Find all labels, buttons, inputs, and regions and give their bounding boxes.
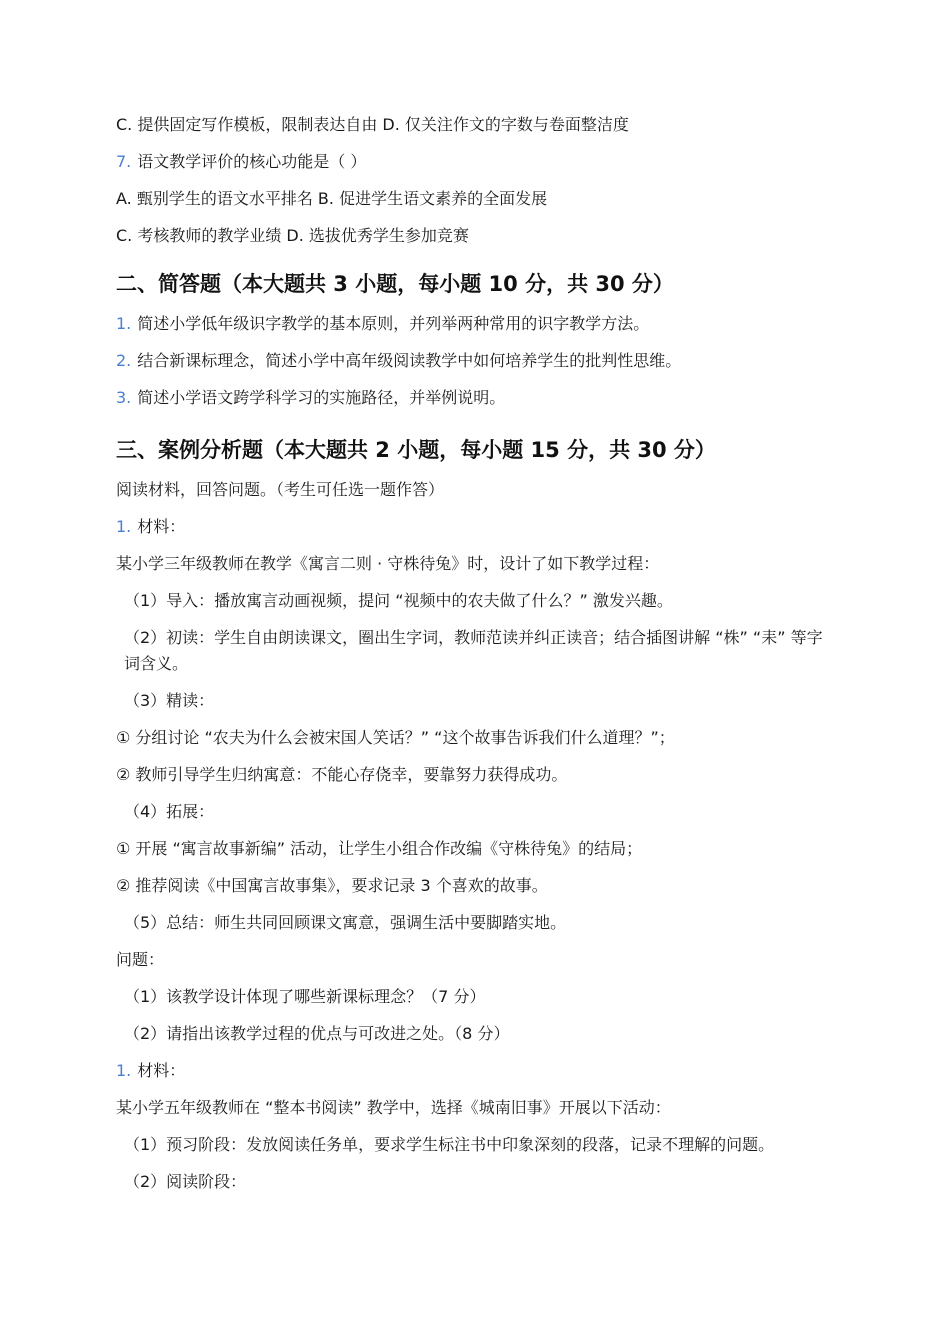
case1-line: （3）精读： (124, 691, 215, 710)
case2-line: （2）阅读阶段： (124, 1172, 247, 1191)
case1-line: ② 推荐阅读《中国寓言故事集》，要求记录 3 个喜欢的故事。 (116, 876, 548, 895)
case1-line: 问题： (116, 950, 165, 969)
case2-label-text: 材料： (137, 1061, 186, 1080)
case1-label-text: 材料： (137, 517, 186, 536)
short-answer-q3 (116, 385, 836, 411)
q7-number: 7. (116, 152, 132, 171)
case2-line: （1）预习阶段：发放阅读任务单，要求学生标注书中印象深刻的段落，记录不理解的问题。 (124, 1135, 775, 1154)
case2-label (116, 1058, 836, 1084)
q7-options-cd: C. 考核教师的教学业绩 D. 选拔优秀学生参加竞赛 (116, 226, 469, 245)
case-intro: 阅读材料，回答问题。（考生可任选一题作答） (116, 480, 445, 499)
short-answer-q1-text: 简述小学低年级识字教学的基本原则，并列举两种常用的识字教学方法。 (137, 314, 650, 333)
q7-options-ab: A. 甄别学生的语文水平排名 B. 促进学生语文素养的全面发展 (116, 189, 548, 208)
short-answer-q3-text: 简述小学语文跨学科学习的实施路径，并举例说明。 (137, 388, 506, 407)
short-answer-q2-number: 2. (116, 351, 132, 370)
case2-number: 1. (116, 1061, 132, 1080)
q6-options-cd: C. 提供固定写作模板，限制表达自由 D. 仅关注作文的字数与卷面整洁度 (116, 115, 629, 134)
case1-line: ① 分组讨论 “农夫为什么会被宋国人笑话？” “这个故事告诉我们什么道理？”； (116, 728, 675, 747)
short-answer-q2 (116, 348, 836, 374)
q7-text: 语文教学评价的核心功能是（ ） (137, 152, 367, 171)
case1-line: （4）拓展： (124, 802, 215, 821)
short-answer-q3-number: 3. (116, 388, 132, 407)
page-content (116, 112, 836, 1206)
case1-line: （1）导入：播放寓言动画视频，提问 “视频中的农夫做了什么？” 激发兴趣。 (124, 591, 673, 610)
q7-stem (116, 149, 836, 175)
case1-line: ① 开展 “寓言故事新编” 活动，让学生小组合作改编《守株待兔》的结局； (116, 839, 643, 858)
short-answer-q1-number: 1. (116, 314, 132, 333)
case2-line: 某小学五年级教师在 “整本书阅读” 教学中，选择《城南旧事》开展以下活动： (116, 1098, 671, 1117)
case1-line: 某小学三年级教师在教学《寓言二则 · 守株待兔》时，设计了如下教学过程： (116, 554, 660, 573)
section-heading-short-answer: 二、简答题（本大题共 3 小题，每小题 10 分，共 30 分） (116, 272, 674, 296)
case1-line: （2）请指出该教学过程的优点与可改进之处。（8 分） (124, 1024, 510, 1043)
case1-line: （2）初读：学生自由朗读课文，圈出生字词，教师范读并纠正读音；结合插图讲解 “株” “耒” 等字词含义。 (124, 628, 823, 673)
case1-label (116, 514, 836, 540)
case1-number: 1. (116, 517, 132, 536)
section-heading-case-analysis: 三、案例分析题（本大题共 2 小题，每小题 15 分，共 30 分） (116, 438, 716, 462)
short-answer-q2-text: 结合新课标理念，简述小学中高年级阅读教学中如何培养学生的批判性思维。 (137, 351, 682, 370)
case1-line: （1）该教学设计体现了哪些新课标理念？（7 分） (124, 987, 486, 1006)
short-answer-q1 (116, 311, 836, 337)
case1-line: ② 教师引导学生归纳寓意：不能心存侥幸，要靠努力获得成功。 (116, 765, 568, 784)
case1-line: （5）总结：师生共同回顾课文寓意，强调生活中要脚踏实地。 (124, 913, 567, 932)
